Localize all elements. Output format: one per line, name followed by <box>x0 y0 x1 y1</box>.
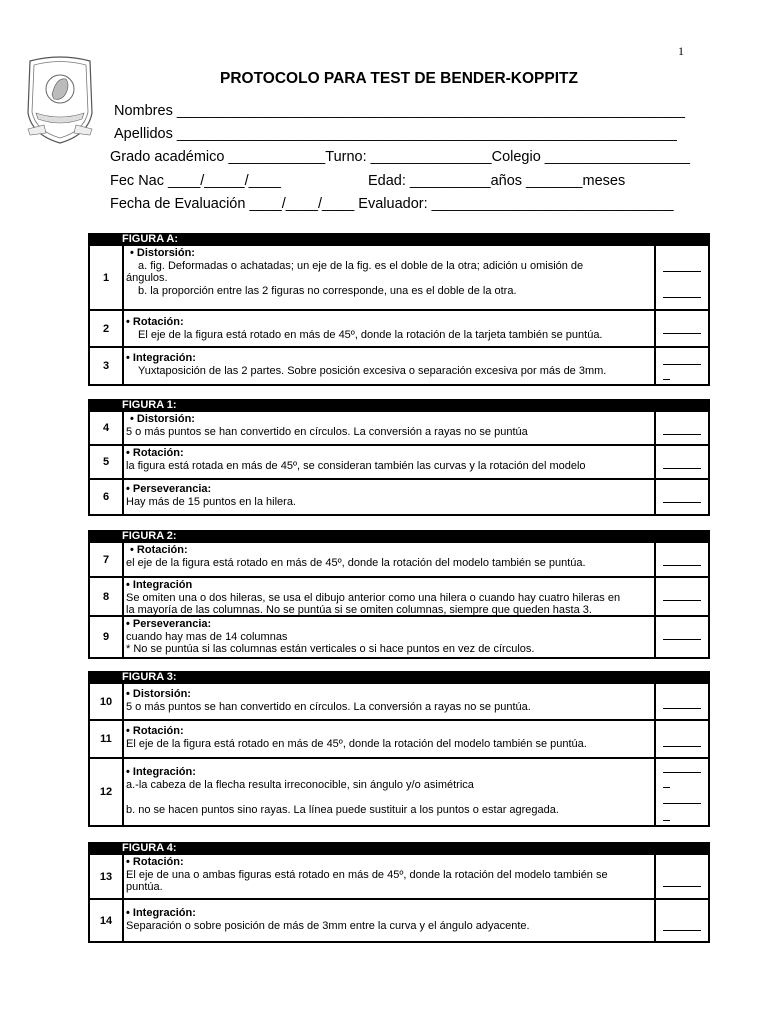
fecha-nacimiento-field[interactable]: Fec Nac ____/_____/____ <box>110 173 281 189</box>
nombres-field[interactable]: Nombres _______________________________________________________________ <box>114 103 685 119</box>
edad-field[interactable]: Edad: __________años _______meses <box>368 173 626 189</box>
item-text: Hay más de 15 puntos en la hilera. <box>126 495 296 508</box>
item-number: 10 <box>90 684 124 719</box>
item-row <box>88 348 710 386</box>
item-content <box>124 446 656 478</box>
page-title: PROTOCOLO PARA TEST DE BENDER-KOPPITZ <box>220 70 578 87</box>
item-content <box>124 543 656 576</box>
page-number: 1 <box>678 44 684 58</box>
item-label: • Rotación: <box>126 856 184 868</box>
section-figura-4 <box>88 842 710 943</box>
item-content <box>124 759 656 825</box>
item-label: • Rotación: <box>126 725 184 737</box>
item-number: 12 <box>90 759 124 825</box>
score-blank[interactable] <box>663 271 701 272</box>
item-number: 4 <box>90 412 124 444</box>
item-label: • Integración: <box>126 352 196 364</box>
item-row <box>88 412 710 446</box>
score-blank[interactable] <box>663 930 701 931</box>
score-cell[interactable] <box>656 855 708 898</box>
apellidos-field[interactable]: Apellidos ______________________________________________________________ <box>114 126 677 142</box>
item-text: Yuxtaposición de las 2 partes. Sobre posición excesiva o separación excesiva por más de 3mm. <box>138 364 607 377</box>
item-number: 2 <box>90 311 124 346</box>
item-text: Separación o sobre posición de más de 3mm entre la curva y el ángulo adyacente. <box>126 919 530 932</box>
item-label: • Perseverancia: <box>126 483 212 495</box>
item-row <box>88 617 710 659</box>
score-blank[interactable] <box>663 708 701 709</box>
item-label: • Rotación: <box>130 544 188 556</box>
item-row <box>88 855 710 900</box>
item-number: 9 <box>90 617 124 657</box>
item-number: 1 <box>90 246 124 309</box>
score-blank[interactable] <box>663 502 701 503</box>
item-row <box>88 311 710 348</box>
item-content <box>124 348 656 384</box>
item-content <box>124 855 656 898</box>
item-content <box>124 900 656 941</box>
score-blank[interactable] <box>663 886 701 887</box>
item-label: • Rotación: <box>126 447 184 459</box>
item-row <box>88 480 710 516</box>
score-blank[interactable] <box>663 297 701 298</box>
item-text: la mayoría de las columnas. No se puntúa si se omiten columnas, siempre que queden hasta 3. <box>126 604 592 617</box>
score-blank-continuation <box>663 379 670 380</box>
item-label: • Integración: <box>126 766 196 778</box>
item-content <box>124 412 656 444</box>
item-row <box>88 446 710 480</box>
item-number: 13 <box>90 855 124 898</box>
item-text: 5 o más puntos se han convertido en círculos. La conversión a rayas no se puntúa. <box>126 700 531 713</box>
item-label: • Integración <box>126 579 193 591</box>
item-number: 8 <box>90 578 124 615</box>
item-number: 3 <box>90 348 124 384</box>
item-label: • Perseverancia: <box>126 618 212 630</box>
section-title: FIGURA 3: <box>88 671 710 684</box>
score-cell[interactable] <box>656 900 708 941</box>
item-text: b. no se hacen puntos sino rayas. La línea puede sustituir a los puntos o estar agregada. <box>126 804 559 817</box>
score-cell[interactable] <box>656 246 708 309</box>
score-blank[interactable] <box>663 565 701 566</box>
item-number: 11 <box>90 721 124 757</box>
section-figura-a <box>88 233 710 386</box>
item-number: 6 <box>90 480 124 514</box>
item-content <box>124 246 656 309</box>
item-text: la figura está rotada en más de 45º, se consideran también las curvas y la rotación del modelo <box>126 459 586 472</box>
score-blank[interactable] <box>663 434 701 435</box>
score-cell[interactable] <box>656 412 708 444</box>
item-text: 5 o más puntos se han convertido en círculos. La conversión a rayas no se puntúa <box>126 425 528 438</box>
score-blank[interactable] <box>663 772 701 773</box>
score-blank-continuation <box>663 787 670 788</box>
item-text: Se omiten una o dos hileras, se usa el dibujo anterior como una hilera o cuando hay cuatro hileras en <box>126 591 621 604</box>
item-content <box>124 684 656 719</box>
item-text: ángulos. <box>126 272 168 285</box>
score-cell[interactable] <box>656 721 708 757</box>
section-figura-3 <box>88 671 710 827</box>
score-cell[interactable] <box>656 311 708 346</box>
section-title: FIGURA 1: <box>88 399 710 412</box>
score-blank[interactable] <box>663 639 701 640</box>
score-blank[interactable] <box>663 746 701 747</box>
item-label: • Distorsión: <box>130 413 195 425</box>
item-row <box>88 759 710 827</box>
item-text-spacer <box>126 791 654 804</box>
item-row <box>88 246 710 311</box>
item-content <box>124 617 656 657</box>
grado-turno-colegio-field[interactable]: Grado académico ____________Turno: _______________Colegio __________________ <box>110 149 690 165</box>
score-cell[interactable] <box>656 684 708 719</box>
item-text: El eje de una o ambas figuras está rotado en más de 45º, donde la rotación del modelo también se <box>126 868 608 881</box>
score-cell[interactable] <box>656 480 708 514</box>
score-cell[interactable] <box>656 543 708 576</box>
item-label: • Distorsión: <box>130 247 195 259</box>
item-text: a.-la cabeza de la flecha resulta irreconocible, sin ángulo y/o asimétrica <box>126 778 474 791</box>
item-number: 7 <box>90 543 124 576</box>
section-figura-1 <box>88 399 710 516</box>
item-row <box>88 684 710 721</box>
score-blank[interactable] <box>663 600 701 601</box>
item-text: a. fig. Deformadas o achatadas; un eje de la fig. es el doble de la otra; adición u omisión de <box>138 259 584 272</box>
item-text: puntúa. <box>126 881 163 894</box>
item-content <box>124 480 656 514</box>
score-cell[interactable] <box>656 759 708 825</box>
item-number: 14 <box>90 900 124 941</box>
score-blank[interactable] <box>663 803 701 804</box>
score-blank-continuation <box>663 820 670 821</box>
item-label: • Rotación: <box>126 316 184 328</box>
item-content <box>124 578 656 615</box>
section-title: FIGURA A: <box>88 233 710 246</box>
item-text: * No se puntúa si las columnas están verticales o si hace puntos en vez de círculos. <box>126 643 535 656</box>
score-blank[interactable] <box>663 333 701 334</box>
section-figura-2 <box>88 530 710 659</box>
item-row <box>88 721 710 759</box>
item-text: b. la proporción entre las 2 figuras no corresponde, una es el doble de la otra. <box>138 284 517 297</box>
score-cell[interactable] <box>656 446 708 478</box>
item-text: El eje de la figura está rotado en más de 45º, donde la rotación de la tarjeta también se puntúa. <box>138 328 603 341</box>
fecha-evaluacion-field[interactable]: Fecha de Evaluación ____/____/____ Evaluador: ______________________________ <box>110 196 674 212</box>
item-number: 5 <box>90 446 124 478</box>
item-row <box>88 900 710 943</box>
item-content <box>124 311 656 346</box>
score-cell[interactable] <box>656 578 708 615</box>
item-text: El eje de la figura está rotado en más de 45º, donde la rotación del modelo también se puntúa. <box>126 737 587 750</box>
item-row <box>88 578 710 617</box>
item-text: el eje de la figura está rotado en más de 45º, donde la rotación del modelo también se puntúa. <box>126 556 586 569</box>
score-cell[interactable] <box>656 617 708 657</box>
item-row <box>88 543 710 578</box>
item-label: • Distorsión: <box>126 688 191 700</box>
item-content <box>124 721 656 757</box>
score-blank[interactable] <box>663 364 701 365</box>
item-label: • Integración: <box>126 907 196 919</box>
score-blank[interactable] <box>663 468 701 469</box>
item-text: cuando hay mas de 14 columnas <box>126 630 288 643</box>
score-cell[interactable] <box>656 348 708 384</box>
university-seal-logo <box>22 55 98 145</box>
section-title: FIGURA 4: <box>88 842 710 855</box>
section-title: FIGURA 2: <box>88 530 710 543</box>
